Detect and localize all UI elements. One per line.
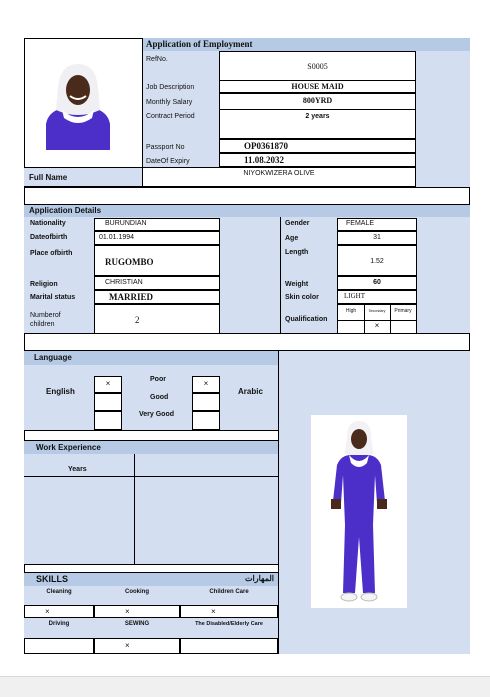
qualification-label: Qualification: [285, 316, 328, 323]
passport-no-label: Passport No: [146, 144, 185, 151]
full-body-image: [311, 415, 407, 608]
language-very-good: Very Good: [139, 411, 175, 418]
refno-label: RefNo.: [146, 56, 168, 63]
skill-children-care: Children Care: [209, 589, 249, 595]
religion-field: [94, 276, 220, 290]
weight-field: [337, 276, 417, 290]
job-description-field: [219, 80, 416, 93]
english-poor-box: [94, 376, 122, 393]
marital-status-label: Marital status: [30, 294, 76, 301]
length-field: [337, 245, 417, 276]
nationality-field: [94, 218, 220, 231]
full-name-label: Full Name: [29, 173, 68, 182]
dob-label: Dateofbirth: [30, 234, 68, 241]
religion-value: CHRISTIAN: [105, 279, 143, 286]
gender-value: FEMALE: [346, 220, 375, 227]
place-of-birth-label: Place ofbirth: [30, 250, 73, 257]
work-experience-panel: [24, 454, 278, 564]
portrait-photo: [40, 58, 116, 150]
refno-field: [219, 51, 416, 81]
skill-cooking: Cooking: [125, 589, 149, 595]
length-label: Length: [285, 249, 309, 256]
skill-children-care-box: [180, 605, 278, 618]
language-poor: Poor: [150, 376, 166, 383]
marital-status-value: MARRIED: [109, 292, 153, 302]
language-title: Language: [34, 353, 72, 362]
contract-period-label: Contract Period: [146, 113, 195, 120]
arabic-mark: ×: [203, 379, 209, 388]
dob-field: [94, 231, 220, 245]
skill-children-care-mark: ×: [211, 607, 216, 616]
date-of-expiry-label: DateOf Expiry: [146, 158, 190, 165]
skin-color-field: [337, 290, 417, 304]
contract-period-field: [219, 109, 416, 139]
children-field: [94, 304, 220, 334]
work-experience-years: Years: [68, 466, 87, 473]
skill-driving: Driving: [48, 621, 70, 627]
language-english: English: [46, 387, 75, 396]
bottom-bar: [0, 676, 490, 697]
skin-color-label: Skin color: [285, 294, 319, 301]
full-name-value: NIYOKWIZERA OLIVE: [243, 170, 315, 177]
dob-value: 01.01.1994: [99, 234, 135, 241]
skill-sewing-box: [94, 638, 180, 654]
work-experience-header: [24, 440, 278, 454]
portrait-image: [40, 58, 116, 150]
skill-cleaning: Cleaning: [46, 589, 72, 595]
application-details-header: [24, 204, 470, 217]
skill-cooking-box: [94, 605, 180, 618]
job-description-value: HOUSE MAID: [291, 82, 344, 91]
qualification-high: High: [345, 308, 357, 314]
monthly-salary-value: 800YRD: [302, 96, 333, 105]
date-of-expiry-field: [219, 153, 416, 167]
full-body-photo: [311, 415, 407, 608]
marital-status-field: [94, 290, 220, 304]
skill-disabled-elderly-care: The Disabled/Elderly Care: [195, 621, 263, 627]
work-experience-title: Work Experience: [36, 443, 101, 452]
arabic-poor-box: [192, 376, 220, 393]
length-value: 1.52: [370, 258, 384, 265]
skill-sewing-mark: ×: [125, 641, 130, 650]
application-details-title: Application Details: [29, 206, 102, 215]
nationality-value: BURUNDIAN: [105, 220, 147, 227]
refno-value: S0005: [307, 62, 328, 71]
skill-cleaning-mark: ×: [45, 607, 50, 616]
skills-arabic-title: المهارات: [244, 574, 274, 583]
skill-cooking-mark: ×: [125, 607, 130, 616]
language-header: [24, 350, 278, 365]
monthly-salary-field: [219, 93, 416, 110]
contract-period-value: 2 years: [305, 113, 330, 120]
weight-label: Weight: [285, 281, 309, 288]
english-mark: ×: [105, 379, 111, 388]
english-good-box: [94, 393, 122, 411]
skill-driving-box: [24, 638, 94, 654]
skin-color-value: LIGHT: [344, 292, 365, 300]
skill-sewing: SEWING: [124, 621, 150, 627]
gender-field: [337, 218, 417, 231]
skill-disabled-elderly-care-box: [180, 638, 278, 654]
gender-label: Gender: [285, 220, 310, 227]
date-of-expiry-value: 11.08.2032: [244, 155, 285, 165]
qualification-secondary: Secondary: [368, 309, 386, 313]
job-description-label: Job Description: [146, 84, 195, 91]
passport-no-field: [219, 139, 416, 153]
religion-label: Religion: [30, 281, 58, 288]
form-title: Application of Employment: [146, 39, 253, 49]
language-good: Good: [150, 394, 169, 401]
place-of-birth-value: RUGOMBO: [105, 257, 154, 267]
age-field: [337, 231, 417, 245]
qualification-mark: ×: [374, 321, 380, 330]
qualification-grid: [337, 304, 417, 334]
nationality-label: Nationality: [30, 220, 66, 227]
place-of-birth-field: [94, 245, 220, 276]
full-name-label-cell: [24, 167, 142, 187]
skills-title: SKILLS: [36, 574, 69, 584]
age-value: 31: [373, 234, 381, 241]
full-name-field: [142, 167, 416, 187]
monthly-salary-label: Monthly Salary: [146, 99, 193, 106]
qualification-primary: Primary: [394, 308, 412, 314]
children-label: Numberof children: [30, 312, 61, 328]
skills-header: [24, 572, 278, 586]
arabic-very-good-box: [192, 411, 220, 430]
arabic-good-box: [192, 393, 220, 411]
english-very-good-box: [94, 411, 122, 430]
skill-cleaning-box: [24, 605, 94, 618]
weight-value: 60: [373, 279, 381, 286]
children-value: 2: [135, 315, 140, 325]
age-label: Age: [285, 235, 299, 242]
passport-no-value: OP0361870: [244, 141, 288, 151]
language-arabic: Arabic: [238, 387, 263, 396]
title-bar: [142, 38, 470, 51]
